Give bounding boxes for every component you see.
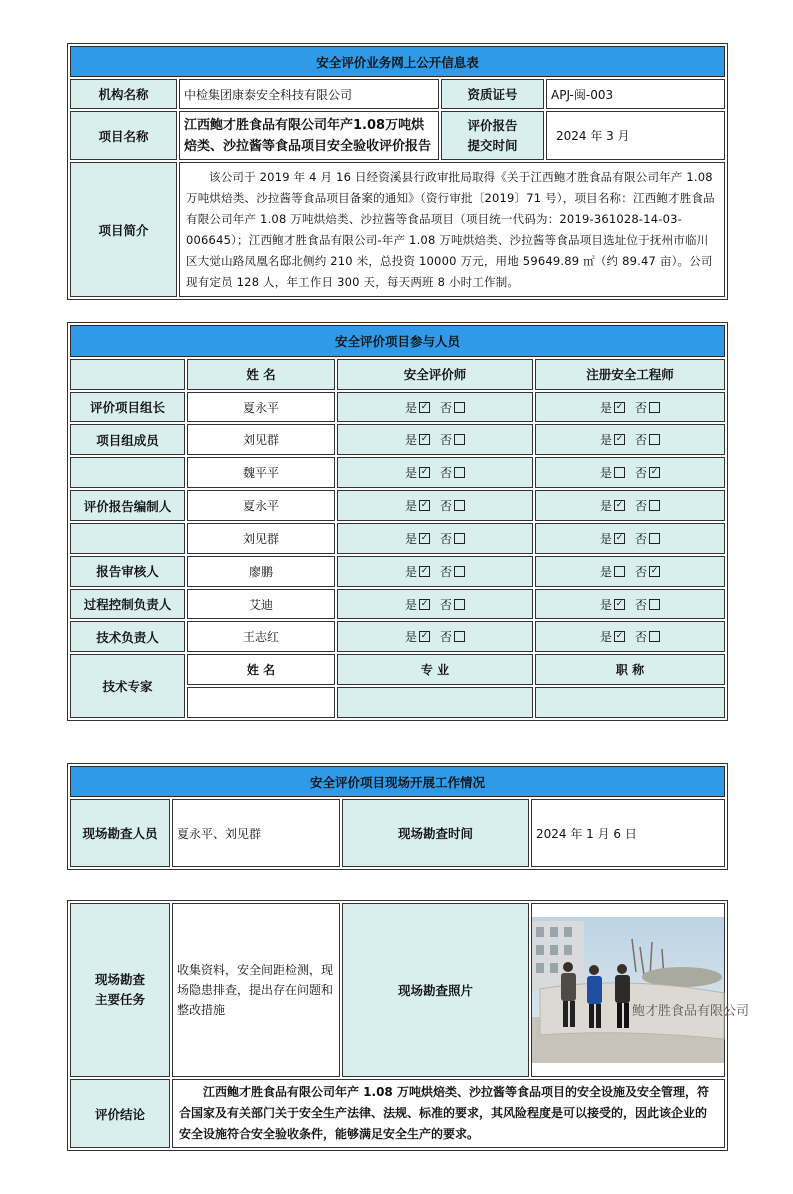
- checked-box-icon: [614, 599, 625, 610]
- survey-detail-table: [67, 900, 750, 1151]
- yes-label: 是: [599, 597, 612, 612]
- yes-label: 是: [404, 564, 417, 579]
- checked-box-icon: [614, 533, 625, 544]
- photo-sign-text: 鲍才胜食品有限公司: [632, 1004, 750, 1019]
- unchecked-box-icon: [614, 566, 625, 577]
- survey-time-label: 现场勘查时间: [342, 799, 529, 867]
- checked-box-icon: [419, 566, 430, 577]
- staff-table-title: 安全评价项目参与人员: [70, 325, 725, 357]
- unchecked-box-icon: [649, 500, 660, 511]
- no-label: 否: [440, 466, 453, 481]
- no-label: 否: [440, 564, 453, 579]
- staff-row: [70, 424, 725, 455]
- no-label: 否: [635, 630, 648, 645]
- site-photo-image: [532, 917, 750, 1063]
- no-label: 否: [635, 564, 648, 579]
- checked-box-icon: [649, 467, 660, 478]
- staff-role: 评价报告编制人: [70, 490, 185, 521]
- staff-name: 魏平平: [187, 457, 335, 488]
- checked-box-icon: [419, 533, 430, 544]
- qualification-value: APJ-闽-003: [546, 79, 725, 109]
- report-time-label-line2: 提交时间: [467, 137, 518, 153]
- org-name-label: 机构名称: [70, 79, 177, 109]
- yes-label: 是: [599, 499, 612, 514]
- staff-row-evaluator-cell: [337, 490, 533, 521]
- staff-row-engineer-cell: [535, 621, 725, 652]
- staff-row: [70, 392, 725, 423]
- checked-box-icon: [614, 434, 625, 445]
- yes-label: 是: [599, 466, 612, 481]
- unchecked-box-icon: [454, 566, 465, 577]
- staff-role: 项目组成员: [70, 424, 185, 455]
- checked-box-icon: [419, 402, 430, 413]
- project-intro-text: 该公司于 2019 年 4 月 16 日经资溪县行政审批局取得《关于江西鲍才胜食品有限公司年产 1.08 万吨烘焙类、沙拉酱等食品项目备案的通知》（资行审批〔2019〕71 号），项目名称：江西鲍才胜食品有限公司年产 1.08 万吨烘焙类、沙拉酱等食品项目（项目统一代码为：2019-361028-14-03-006645）；江西鲍才胜食品有限公司-年产 1.08 万吨烘焙类、沙拉酱等食品项目选址位于抚州市临川区大觉山路凤凰名邸北侧约 210 米，总投资 10000 万元，用地 59649.89 ㎡（约 89.47 亩）。公司现有定员 128 人，年工作日 300 天，每天两班 8 小时工作制。: [179, 162, 725, 297]
- staff-row: [70, 621, 725, 652]
- survey-photo-label: 现场勘查照片: [342, 903, 529, 1077]
- survey-time-value: 2024 年 1 月 6 日: [531, 799, 725, 867]
- staff-table: [67, 322, 728, 721]
- report-time-label: [441, 111, 544, 160]
- staff-name: 刘见群: [187, 523, 335, 554]
- yes-label: 是: [404, 499, 417, 514]
- expert-header-name: 姓 名: [187, 654, 335, 685]
- checked-box-icon: [419, 434, 430, 445]
- conclusion-label: 评价结论: [70, 1079, 170, 1148]
- report-time-label-line1: 评价报告: [467, 117, 518, 133]
- yes-label: 是: [404, 597, 417, 612]
- site-survey-photo: [532, 917, 750, 1063]
- unchecked-box-icon: [614, 467, 625, 478]
- survey-photo-cell: [531, 903, 750, 1077]
- staff-header-evaluator: 安全评价师: [337, 359, 533, 390]
- yes-label: 是: [404, 531, 417, 546]
- staff-row-engineer-cell: [535, 523, 725, 554]
- expert-header-title: 职 称: [535, 654, 725, 685]
- staff-role: 评价项目组长: [70, 392, 185, 423]
- staff-row-evaluator-cell: [337, 589, 533, 620]
- checked-box-icon: [614, 402, 625, 413]
- expert-major-cell: [337, 687, 533, 718]
- unchecked-box-icon: [649, 434, 660, 445]
- unchecked-box-icon: [649, 631, 660, 642]
- no-label: 否: [635, 597, 648, 612]
- staff-row-evaluator-cell: [337, 392, 533, 423]
- yes-label: 是: [599, 630, 612, 645]
- yes-label: 是: [404, 400, 417, 415]
- unchecked-box-icon: [454, 467, 465, 478]
- staff-row: [70, 589, 725, 620]
- staff-row: [70, 457, 725, 488]
- checked-box-icon: [419, 500, 430, 511]
- expert-label: 技术专家: [70, 654, 185, 718]
- no-label: 否: [635, 466, 648, 481]
- no-label: 否: [635, 433, 648, 448]
- survey-people-value: 夏永平、刘见群: [172, 799, 340, 867]
- staff-row-engineer-cell: [535, 457, 725, 488]
- staff-name: 艾迪: [187, 589, 335, 620]
- project-name-value: 江西鲍才胜食品有限公司年产1.08万吨烘焙类、沙拉酱等食品项目安全验收评价报告: [179, 111, 439, 160]
- checked-box-icon: [614, 631, 625, 642]
- staff-row-engineer-cell: [535, 556, 725, 587]
- checked-box-icon: [419, 467, 430, 478]
- checked-box-icon: [419, 631, 430, 642]
- unchecked-box-icon: [649, 599, 660, 610]
- no-label: 否: [635, 531, 648, 546]
- no-label: 否: [440, 499, 453, 514]
- staff-name: 刘见群: [187, 424, 335, 455]
- no-label: 否: [440, 400, 453, 415]
- staff-name: 廖鹏: [187, 556, 335, 587]
- unchecked-box-icon: [454, 599, 465, 610]
- unchecked-box-icon: [454, 500, 465, 511]
- conclusion-text: 江西鲍才胜食品有限公司年产 1.08 万吨烘焙类、沙拉酱等食品项目的安全设施及安全管理，符合国家及有关部门关于安全生产法律、法规、标准的要求，其风险程度是可以接受的，因此该企业的安全设施符合安全验收条件，能够满足安全生产的要求。: [172, 1079, 725, 1148]
- checked-box-icon: [614, 500, 625, 511]
- survey-task-label: [70, 903, 170, 1077]
- no-label: 否: [635, 400, 648, 415]
- yes-label: 是: [404, 630, 417, 645]
- expert-title-cell: [535, 687, 725, 718]
- unchecked-box-icon: [649, 533, 660, 544]
- unchecked-box-icon: [454, 631, 465, 642]
- report-time-value: 2024 年 3 月: [546, 111, 725, 160]
- survey-table: [67, 763, 728, 870]
- staff-row: [70, 523, 725, 554]
- staff-row-evaluator-cell: [337, 621, 533, 652]
- no-label: 否: [440, 433, 453, 448]
- project-intro-label: 项目简介: [70, 162, 177, 297]
- staff-row-evaluator-cell: [337, 457, 533, 488]
- staff-row-evaluator-cell: [337, 556, 533, 587]
- checked-box-icon: [419, 599, 430, 610]
- yes-label: 是: [599, 400, 612, 415]
- info-table-title: 安全评价业务网上公开信息表: [70, 46, 725, 77]
- staff-name: 王志红: [187, 621, 335, 652]
- info-table: [67, 43, 728, 300]
- survey-task-value: 收集资料，安全间距检测，现场隐患排查，提出存在问题和整改措施: [172, 903, 340, 1077]
- staff-role: 过程控制负责人: [70, 589, 185, 620]
- yes-label: 是: [404, 466, 417, 481]
- staff-name: 夏永平: [187, 392, 335, 423]
- survey-task-label-line2: 主要任务: [94, 992, 145, 1007]
- staff-row-engineer-cell: [535, 589, 725, 620]
- survey-people-label: 现场勘查人员: [70, 799, 170, 867]
- no-label: 否: [635, 499, 648, 514]
- org-name-value: 中检集团康泰安全科技有限公司: [179, 79, 439, 109]
- yes-label: 是: [599, 531, 612, 546]
- staff-role: [70, 523, 185, 554]
- unchecked-box-icon: [649, 402, 660, 413]
- yes-label: 是: [599, 564, 612, 579]
- staff-header-engineer: 注册安全工程师: [535, 359, 725, 390]
- staff-row-evaluator-cell: [337, 424, 533, 455]
- yes-label: 是: [404, 433, 417, 448]
- no-label: 否: [440, 531, 453, 546]
- staff-role: 报告审核人: [70, 556, 185, 587]
- expert-header-major: 专 业: [337, 654, 533, 685]
- unchecked-box-icon: [454, 434, 465, 445]
- staff-row: [70, 556, 725, 587]
- no-label: 否: [440, 630, 453, 645]
- staff-header-name: 姓 名: [187, 359, 335, 390]
- staff-row: [70, 490, 725, 521]
- no-label: 否: [440, 597, 453, 612]
- staff-row-engineer-cell: [535, 490, 725, 521]
- survey-table-title: 安全评价项目现场开展工作情况: [70, 766, 725, 797]
- staff-role: 技术负责人: [70, 621, 185, 652]
- staff-role: [70, 457, 185, 488]
- staff-header-blank: [70, 359, 185, 390]
- checked-box-icon: [649, 566, 660, 577]
- survey-task-label-line1: 现场勘查: [94, 972, 145, 987]
- expert-name-cell: [187, 687, 335, 718]
- qualification-label: 资质证号: [441, 79, 544, 109]
- staff-row-evaluator-cell: [337, 523, 533, 554]
- staff-row-engineer-cell: [535, 392, 725, 423]
- staff-row-engineer-cell: [535, 424, 725, 455]
- unchecked-box-icon: [454, 533, 465, 544]
- yes-label: 是: [599, 433, 612, 448]
- project-name-label: 项目名称: [70, 111, 177, 160]
- unchecked-box-icon: [454, 402, 465, 413]
- staff-name: 夏永平: [187, 490, 335, 521]
